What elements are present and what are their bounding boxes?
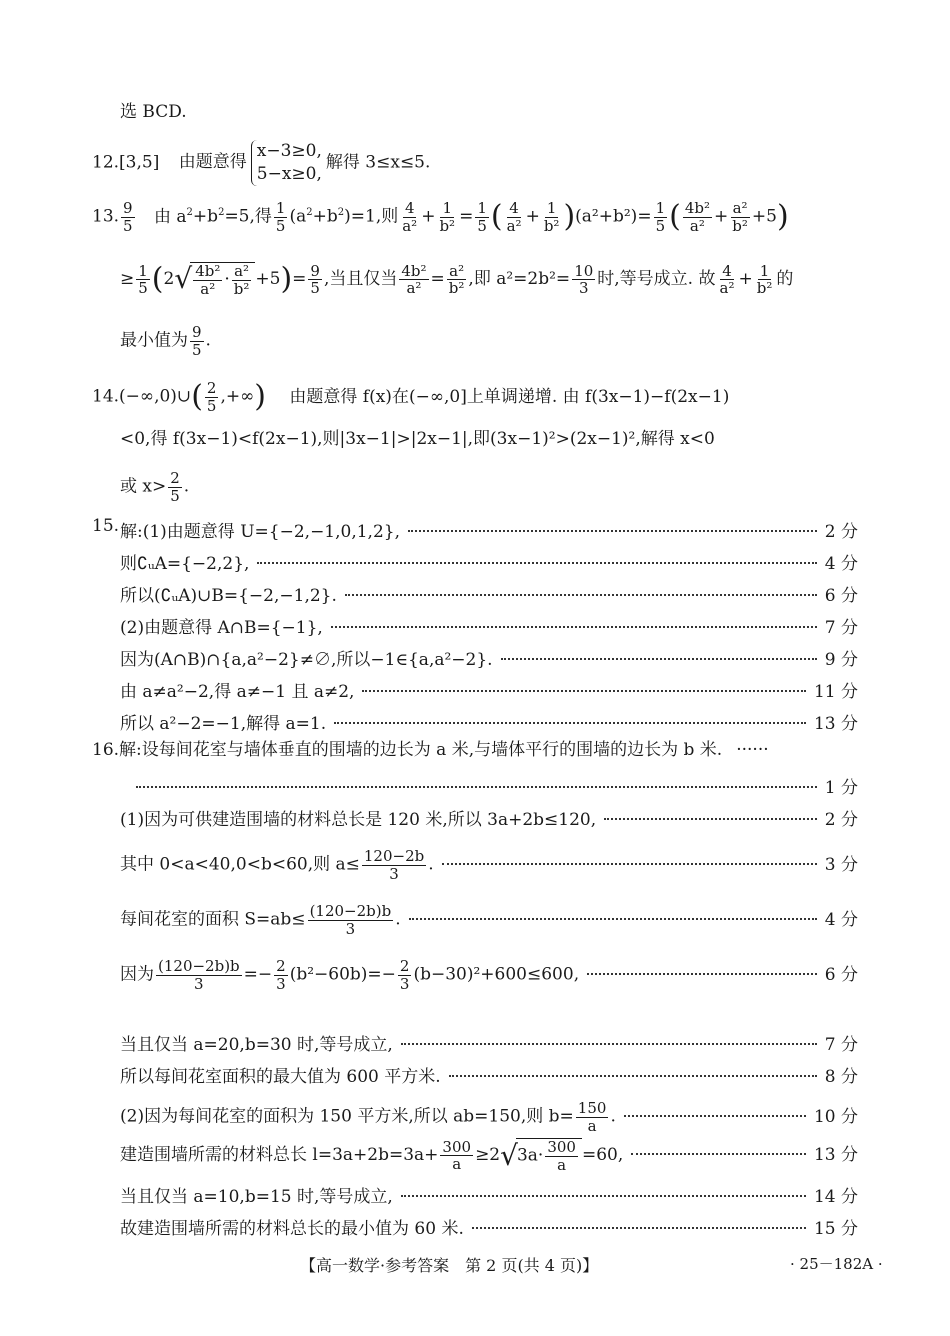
q13-text-a: 由 a	[154, 206, 187, 227]
q13-text-c: =5,得	[224, 206, 272, 227]
score-label: 2 分	[824, 810, 858, 830]
q13-text-e: +b	[312, 206, 338, 227]
q15-line-6	[120, 677, 858, 702]
page-footer: 【高一数学·参考答案 第 2 页(共 4 页)】	[300, 1256, 599, 1275]
q14-line-1: 14.(−∞,0)∪( $\frac{2}{5}$ ,+∞) 由题意得 f(x)在(−∞,0]上单调递增. 由 f(3x−1)−f(2x−1)	[92, 379, 730, 415]
q13-frac-7-n: a²	[732, 199, 748, 217]
q14-line-3	[120, 470, 189, 504]
score-label: 10 分	[813, 1106, 858, 1127]
score-label: 11 分	[813, 682, 858, 702]
q13-l2-root-frac-2-d: b²	[233, 279, 250, 298]
q16-text-8	[120, 1138, 623, 1173]
q15-line-4	[120, 613, 858, 638]
q13-l2-frac-2	[308, 263, 322, 297]
q13-l2-text-g: ,即 a²=2b²=	[468, 269, 571, 289]
q13-l2-frac-2-d: 5	[310, 279, 320, 297]
q16-l2-a: 其中 0<a<40,0<b<60,则 a≤	[120, 854, 360, 875]
score-label: 7 分	[824, 618, 858, 638]
q13-frac-3-d: b²	[439, 216, 456, 235]
q16-l8-frac-2-n: 300	[547, 1138, 576, 1156]
q16-l4-c: (b²−60b)=−	[289, 964, 396, 985]
q16-l2-b: .	[428, 854, 434, 875]
q16-intro-line	[92, 741, 769, 761]
q16-l8-frac-1-n: 300	[442, 1137, 472, 1156]
q14-answer-frac	[205, 380, 219, 414]
q16-l3-b: .	[395, 909, 401, 930]
q12-system-row1: x−3≥0,	[256, 141, 322, 161]
q14-line-2: <0,得 f(3x−1)<f(2x−1),则|3x−1|>|2x−1|,即(3x−1)²>(2x−1)²,解得 x<0	[120, 429, 715, 449]
q16-l8-frac-2	[545, 1139, 578, 1173]
q13-frac-5-d: 5	[655, 216, 666, 235]
score-label: 1 分	[824, 778, 858, 798]
sqrt-icon: √	[500, 1139, 518, 1172]
q13-l2-frac-4	[447, 263, 467, 297]
q13-frac-7	[730, 200, 750, 234]
q13-answer-num: 9	[123, 199, 133, 217]
q13-frac-4	[475, 200, 489, 234]
score-label: 13 分	[813, 1145, 858, 1165]
q12-number: 12.	[92, 152, 120, 173]
q13-frac-6-d: a²	[689, 216, 705, 235]
q16-l8-frac-2-d: a	[557, 1155, 567, 1174]
q16-text-5: 当且仅当 a=20,b=30 时,等号成立,	[120, 1035, 393, 1055]
q15-line-1	[120, 517, 858, 542]
q16-l8-c: 3a·	[516, 1145, 544, 1166]
q13-frac-3-n: 1	[442, 199, 453, 217]
q16-l8-sqrt	[516, 1138, 582, 1173]
q13-frac-5-n: 1	[655, 199, 666, 217]
q12-answer: [3,5]	[119, 152, 160, 173]
q13-text-f: )=1,则	[344, 206, 399, 227]
q13-l2-frac-4-d: b²	[448, 279, 465, 297]
q13-l2-two: 2	[163, 269, 175, 289]
q13-frac-4c-n: 1	[546, 199, 557, 217]
q16-l4-frac-3	[398, 958, 412, 992]
score-label: 6 分	[824, 964, 858, 985]
q13-l2-eq: =	[292, 269, 307, 289]
q13-eq: =	[459, 206, 474, 227]
score-label: 13 分	[813, 714, 858, 734]
q16-l8-frac-1	[440, 1139, 473, 1173]
q16-l4-b: =−	[243, 964, 273, 985]
q14-answer-frac-d: 5	[206, 396, 217, 415]
q12-intro: 由题意得	[178, 152, 247, 173]
q16-number: 16.	[92, 740, 120, 760]
q16-line-7	[120, 1100, 858, 1134]
q16-line-9	[120, 1182, 858, 1207]
q13-frac-4b	[505, 200, 524, 234]
q13-l2-frac-4-n: a²	[449, 261, 465, 280]
q13-l2-text-j: 的	[776, 269, 794, 289]
q16-text-1: (1)因为可供建造围墙的材料总长是 120 米,所以 3a+2b≤120,	[120, 810, 597, 830]
q13-l2-frac-1-d: 5	[138, 279, 148, 297]
q13-answer-den: 5	[123, 216, 133, 235]
q16-intro: 解:设每间花室与墙体垂直的围墙的边长为 a 米,与墙体平行的围墙的边长为 b 米.	[119, 740, 723, 760]
q16-line-4	[120, 958, 858, 992]
q13-frac-3	[437, 200, 457, 234]
q16-l7-frac-n: 150	[577, 1099, 607, 1117]
q13-l2-frac-5-d: 3	[578, 279, 589, 297]
q13-l3-text: 最小值为	[120, 330, 188, 351]
score-label: 7 分	[824, 1035, 858, 1055]
score-label: 4 分	[824, 909, 858, 930]
q13-frac-6	[683, 200, 712, 234]
q16-l3-frac-n: (120−2b)b	[309, 902, 392, 920]
q16-line-8	[120, 1138, 858, 1173]
score-label: 6 分	[824, 586, 858, 606]
q13-l2-root-frac-2	[232, 263, 252, 297]
q14-l3-text: 或 x>	[120, 476, 167, 497]
q16-l2-frac	[362, 848, 426, 882]
q13-frac-6-n: 4b²	[684, 199, 710, 217]
q15-line-5	[120, 645, 858, 670]
q15-text-5: 因为(A∩B)∩{a,a²−2}≠∅,所以−1∈{a,a²−2}.	[120, 650, 493, 670]
q13-l2-text-h: 时,等号成立. 故	[597, 269, 716, 289]
score-label: 8 分	[824, 1067, 858, 1087]
q16-intro-dots: ······	[736, 740, 769, 760]
q16-text-3	[120, 903, 401, 937]
q13-frac-4-d: 5	[477, 216, 487, 235]
q13-l2-plus5: +5	[255, 269, 281, 289]
q13-frac-2-n: 4	[404, 199, 415, 217]
q13-l2-root-frac-1-n: 4b²	[195, 262, 221, 280]
q16-l8-b: ≥2	[475, 1145, 501, 1165]
q13-l2-root-frac-1-d: a²	[200, 279, 216, 298]
q13-l3-period: .	[205, 330, 211, 351]
score-label: 3 分	[824, 854, 858, 875]
score-label: 14 分	[813, 1187, 858, 1207]
q16-line-5	[120, 1030, 858, 1055]
q14-l3-period: .	[183, 476, 190, 497]
q13-l2-frac-5	[572, 263, 595, 297]
q16-l8-d: =60,	[581, 1145, 624, 1165]
q16-text-2	[120, 848, 434, 882]
score-label: 2 分	[824, 522, 858, 542]
q16-l3-a: 每间花室的面积 S=ab≤	[120, 909, 306, 930]
q13-l2-frac-7-n: 1	[759, 261, 770, 280]
q13-l2-root-frac-1	[193, 263, 222, 297]
q16-text-9: 当且仅当 a=10,b=15 时,等号成立,	[120, 1187, 393, 1207]
q16-l2-frac-n: 120−2b	[363, 847, 425, 865]
q13-frac-4-n: 1	[477, 199, 487, 217]
score-label: 4 分	[824, 554, 858, 574]
q14-number: 14.	[92, 386, 120, 407]
q16-l3-frac	[308, 903, 394, 937]
q16-line-10	[120, 1214, 858, 1239]
q13-frac-4b-d: a²	[506, 216, 522, 235]
q13-l2-frac-6	[718, 263, 737, 297]
q15-number: 15.	[92, 516, 120, 536]
q13-l2-dot: ·	[224, 269, 230, 290]
q13-frac-4c	[542, 200, 562, 234]
q13-l2-frac-3-d: a²	[406, 279, 422, 297]
q16-l3-frac-d: 3	[345, 919, 356, 938]
q15-text-1: 解:(1)由题意得 U={−2,−1,0,1,2},	[120, 522, 401, 542]
q16-l4-frac-1-n: (120−2b)b	[158, 957, 240, 975]
q16-text-6: 所以每间花室面积的最大值为 600 平方米.	[120, 1067, 441, 1087]
q15-line-2	[120, 549, 858, 574]
q13-frac-2-d: a²	[402, 216, 418, 235]
q12-solution: 解得 3≤x≤5.	[325, 152, 431, 173]
q15-text-3: 所以(∁ᵤA)∪B={−2,−1,2}.	[120, 586, 337, 606]
q13-l2-sqrt	[190, 262, 255, 297]
q16-text-10: 故建造围墙所需的材料总长的最小值为 60 米.	[120, 1219, 464, 1239]
q16-text-4	[120, 958, 579, 992]
q14-l3-frac-n: 2	[170, 469, 180, 487]
q13-l2-text-e: ,当且仅当	[323, 269, 398, 289]
q16-l4-frac-1-d: 3	[194, 974, 204, 993]
q16-line-1	[120, 805, 858, 830]
q16-l2-frac-d: 3	[389, 864, 399, 883]
q16-l4-frac-3-n: 2	[399, 957, 410, 975]
q13-text-b: +b	[192, 206, 219, 227]
q13-l2-frac-7	[755, 263, 775, 297]
q14-answer-b: ,+∞	[220, 386, 255, 407]
q13-frac-4b-n: 4	[509, 199, 519, 217]
q13-frac-1-n: 1	[275, 199, 286, 217]
q16-line-6	[120, 1062, 858, 1087]
q16-l4-frac-2-d: 3	[276, 974, 286, 993]
q16-l8-frac-1-d: a	[452, 1155, 462, 1173]
q16-l7-frac-d: a	[587, 1116, 597, 1135]
q12-system-row2: 5−x≥0,	[256, 163, 322, 184]
q13-plus-2: +	[525, 206, 540, 227]
q13-l2-ge: ≥	[120, 269, 135, 289]
q13-l2-eq2: =	[430, 269, 445, 289]
q16-l7-b: .	[610, 1106, 616, 1127]
q13-text-d: (a	[289, 206, 307, 227]
q14-l3-frac	[168, 470, 182, 504]
q13-text-g: (a²+b²)=	[575, 206, 652, 227]
q13-l2-frac-6-n: 4	[722, 261, 732, 280]
q16-intro-score-line	[120, 773, 858, 798]
q13-l2-frac-2-n: 9	[310, 261, 320, 280]
sqrt-icon: √	[174, 262, 193, 296]
q16-line-3	[120, 903, 858, 937]
q13-l3-frac	[190, 324, 204, 358]
q13-l2-frac-1	[136, 263, 150, 297]
q13-answer-fraction	[121, 200, 135, 234]
q16-line-2	[120, 848, 858, 882]
q16-text-7	[120, 1100, 616, 1134]
q15-line-7	[120, 709, 858, 734]
q15-text-6: 由 a≠a²−2,得 a≠−1 且 a≠2,	[120, 682, 355, 702]
q15-text-7: 所以 a²−2=−1,解得 a=1.	[120, 714, 327, 734]
q13-line-3	[120, 324, 211, 358]
q13-l2-frac-7-d: b²	[756, 279, 773, 297]
q13-plus: +	[421, 206, 436, 227]
q13-l2-frac-6-d: a²	[719, 279, 735, 297]
q13-frac-5	[654, 200, 668, 234]
q15-text-4: (2)由题意得 A∩B={−1},	[120, 618, 323, 638]
q13-number: 13.	[92, 206, 120, 227]
q16-l4-a: 因为	[120, 964, 154, 985]
q13-l2-frac-3	[399, 263, 428, 297]
doc-code: · 25－182A ·	[790, 1255, 883, 1273]
q13-frac-7-d: b²	[732, 216, 748, 235]
q13-text-h: +5	[751, 206, 777, 227]
q13-line-2: ≥ $\frac{1}{5}$ (2√ $\frac{\text{4b²}}{\text{a²}}$ · $\frac{\text{a²}}{\text{b²}}$ +5)= $\frac{9}{5}$ ,当且仅当 $\frac{\text{4b²}}{\text{a²}}$ = $\frac{\text{a²}}{\text{b²}}$ ,即 a²=2b²= $\frac{10}{3}$ 时,等号成立. 故 $\frac{4}{\text{a²}}$ + $\frac{1}{\text{b²}}$ 的	[120, 261, 794, 298]
q15-line-3	[120, 581, 858, 606]
q13-l2-plus: +	[738, 269, 753, 289]
prev-answer-tail: 选 BCD.	[120, 102, 187, 122]
q16-l4-frac-2-n: 2	[276, 957, 286, 975]
q13-frac-4c-d: b²	[543, 216, 560, 235]
score-label: 15 分	[813, 1219, 858, 1239]
q13-l2-frac-1-n: 1	[138, 261, 148, 280]
q14-l3-frac-d: 5	[170, 486, 180, 505]
q13-line-1: 13. $\frac{9}{5}$ 由 $a^2+b^2=5$,得 $\frac{1}{5}$ $(a^2+b^2)=1$,则 $\frac{4}{\text{a²}}$ + $\frac{1}{\text{b²}}$ = $\frac{1}{5}$ ( $\frac{4}{\text{a²}}$ + $\frac{1}{\text{b²}}$ )(a²+b²)= $\frac{1}{5}$ ( $\frac{\text{4b²}}{\text{a²}}$ + $\frac{\text{a²}}{\text{b²}}$ +5)	[92, 199, 789, 235]
q15-text-2: 则∁ᵤA={−2,2},	[120, 554, 250, 574]
q13-l2-frac-3-n: 4b²	[401, 261, 427, 280]
q13-frac-1	[274, 200, 288, 234]
q13-l2-root-frac-2-n: a²	[234, 262, 250, 280]
q16-l4-frac-2	[274, 958, 288, 992]
q12-line	[92, 140, 430, 186]
q16-l4-d: (b−30)²+600≤600,	[413, 964, 580, 985]
q16-l4-frac-1	[156, 958, 242, 992]
q16-l8-a: 建造围墙所需的材料总长 l=3a+2b=3a+	[120, 1145, 439, 1165]
q13-l3-frac-d: 5	[192, 340, 202, 359]
q14-text-1: 由题意得 f(x)在(−∞,0]上单调递增. 由 f(3x−1)−f(2x−1)	[289, 386, 730, 407]
q16-l7-a: (2)因为每间花室的面积为 150 平方米,所以 ab=150,则 b=	[120, 1106, 574, 1127]
score-label: 9 分	[824, 650, 858, 670]
q14-answer-frac-n: 2	[206, 379, 217, 397]
q16-l7-frac	[576, 1100, 609, 1134]
q13-frac-1-d: 5	[275, 216, 286, 235]
q12-system	[251, 140, 322, 186]
q13-frac-2	[400, 200, 419, 234]
q13-l2-frac-5-n: 10	[574, 261, 594, 280]
q16-l4-frac-3-d: 3	[399, 974, 410, 993]
q13-l3-frac-n: 9	[192, 323, 202, 341]
q14-answer-a: (−∞,0)∪	[119, 386, 192, 407]
